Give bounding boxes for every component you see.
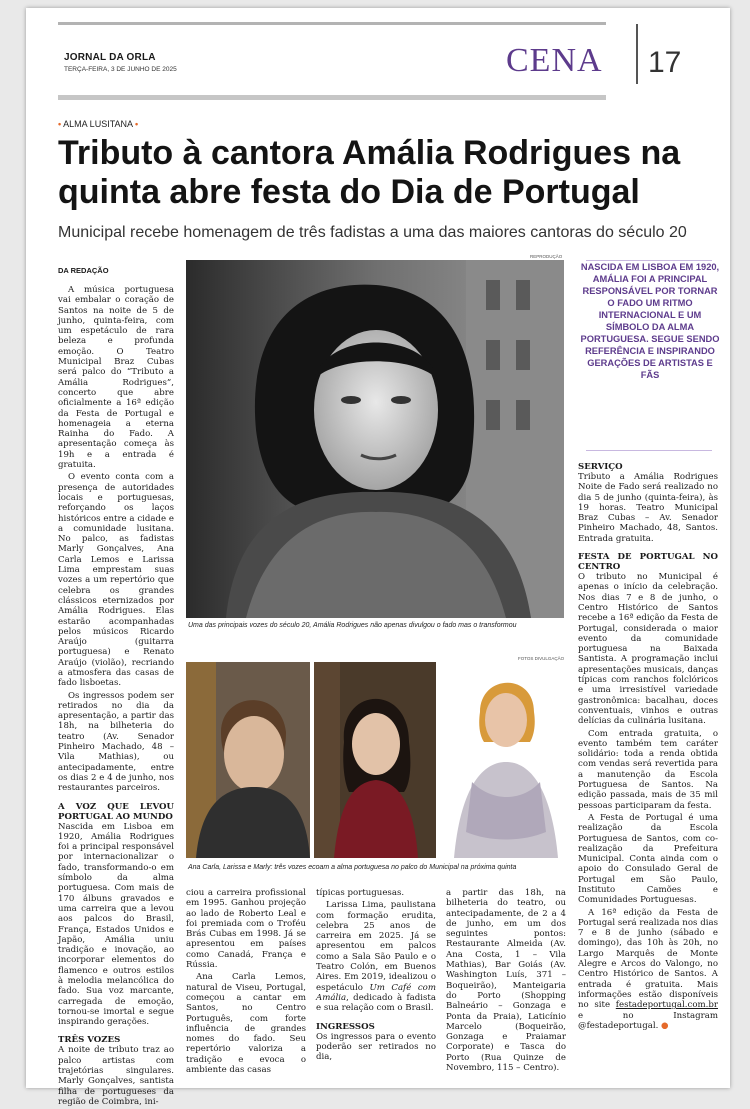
paragraph: A Festa de Portugal é uma realização da Escola Portuguesa de Santos, com co-realização da Prefeitura Municipal. Conta ainda com o apoio do Consulado Geral de Portugal em São Paulo, Instituto Camões e Comunidades Portuguesas. bbox=[578, 812, 718, 906]
paragraph: Tributo a Amália Rodrigues Noite de Fado será realizado no dia 5 de junho (quinta-feira), às 19 horas. Teatro Municipal Braz Cubas – Av. Senador Pinheiro Machado, 48, Santos. Entrada gratuita. bbox=[578, 472, 718, 544]
pull-quote: NASCIDA EM LISBOA EM 1920, AMÁLIA FOI A PRINCIPAL RESPONSÁVEL POR TORNAR O FADO UM RITMO INTERNACIONAL E UM SÍMBOLO DA ALMA PORTUGUESA. SEGUE SENDO REFERÊNCIA E INSPIRANDO GERAÇÕES DE ARTISTAS E FÃS bbox=[580, 262, 720, 380]
section-name: CENA bbox=[506, 42, 603, 79]
website-link[interactable]: festadeportugal.com.br bbox=[615, 1000, 718, 1011]
subhead: SERVIÇO bbox=[578, 462, 623, 472]
paragraph: Ana Carla Lemos, natural de Viseu, Portugal, começou a cantar em Santos, no Centro Português, com forte influência de grandes nomes do fado. Seu repertório valoriza a tradição e evoca o ambiente das casas bbox=[186, 972, 306, 1076]
paragraph: O tributo no Municipal é apenas o início da celebração. Nos dias 7 e 8 de junho, o Centro Histórico de Santos recebe a 16ª edição da Festa de Portugal, considerada o maior evento da comunidade portuguesa na Baixada Santista. A programação inclui apresentações musicais, danças típicas com ranchos folclóricos e uma irresistível variedade gastronômica: bacalhau, doces conventuais, vinhos e outras delícias da culinária lusitana. bbox=[578, 572, 718, 727]
column-4 bbox=[446, 888, 566, 1075]
main-photo-caption: Uma das principais vozes do século 20, Amália Rodrigues não apenas divulgou o fado mas o transformou bbox=[188, 622, 517, 629]
photo-ana-carla bbox=[186, 662, 310, 858]
paragraph: Os ingressos podem ser retirados no dia da apresentação, a partir das 18h, na bilheteria do teatro (Av. Senador Pinheiro Machado, 48 – Vila Mathias), ou antecipadamente, entre os dias 2 e 4 de junho, nos restaurantes parceiros. bbox=[58, 690, 174, 794]
paragraph: Os ingressos para o evento poderão ser retirados no dia, bbox=[316, 1031, 436, 1063]
paragraph: ciou a carreira profissional em 1995. Ganhou projeção ao lado de Roberto Leal e foi premiada com o Troféu Brás Cubas em 1998. Já se apresentou em países como Canadá, França e Rússia. bbox=[186, 888, 306, 971]
photo-larissa bbox=[314, 662, 436, 858]
amalia-portrait-image bbox=[186, 260, 564, 618]
column-5 bbox=[578, 458, 718, 1033]
subhead: TRÊS VOZES bbox=[58, 1035, 121, 1046]
paragraph bbox=[578, 908, 718, 1032]
subhead: FESTA DE PORTUGAL NO CENTRO bbox=[578, 552, 718, 573]
subhead: INGRESSOS bbox=[316, 1021, 375, 1032]
column-3 bbox=[316, 888, 436, 1064]
byline: DA REDAÇÃO bbox=[58, 266, 109, 275]
deck: Municipal recebe homenagem de três fadistas a uma das maiores cantoras do século 20 bbox=[58, 224, 687, 241]
paragraph: A noite de tributo traz ao palco artistas com trajetórias singulares. Marly Gonçalves, santista filha de portugueses da região de Coimbra, ini- bbox=[58, 1045, 174, 1107]
issue-date: TERÇA-FEIRA, 3 DE JUNHO DE 2025 bbox=[64, 66, 177, 73]
text-run: e no Instagram bbox=[578, 1010, 718, 1021]
photo-marly bbox=[442, 662, 566, 858]
paragraph bbox=[316, 900, 436, 1013]
photo-credit: REPRODUÇÃO bbox=[530, 254, 563, 259]
marly-image bbox=[442, 662, 566, 858]
masthead-rule bbox=[58, 95, 606, 100]
photo-credit: FOTOS DIVULGAÇÃO bbox=[518, 656, 565, 661]
subhead: A VOZ QUE LEVOU PORTUGAL AO MUNDO bbox=[58, 801, 174, 822]
text-run: Larissa Lima, paulistana com formação erudita, celebra 25 anos de carreira em 2025. Já se apresentou em palcos como a Sala São Paulo e o Teatro Colón, em Buenos Aires. Em 2019, idealizou o espetáculo bbox=[316, 900, 436, 993]
kicker-bullet-left: • bbox=[58, 119, 62, 129]
newspaper-page bbox=[26, 8, 730, 1107]
kicker-text: ALMA LUSITANA bbox=[63, 119, 133, 129]
larissa-image bbox=[314, 662, 436, 858]
page-number: 17 bbox=[648, 46, 682, 79]
text-run: A 16ª edição da Festa de Portugal será realizada nos dias 7 e 8 de junho (sábado e domingo), das 10h às 20h, no Largo Marquês de Monte Alegre e Arcos do Valongo, no Centro Histórico de Santos. A entrada é gratuita. Mais informações estão disponíveis no site bbox=[578, 907, 718, 1011]
trio-photo-caption: Ana Carla, Larissa e Marly: três vozes ecoam a alma portuguesa no palco do Municipal na próxima quinta bbox=[188, 864, 517, 871]
main-photo bbox=[186, 260, 564, 618]
paragraph: O evento conta com a presença de autoridades locais e portuguesas, reforçando os laços históricos entre a cidade e a comunidade lusitana. No palco, as fadistas Marly Gonçalves, Ana Carla Lemos e Larissa Lima emprestam suas vozes a um repertório que celebra os grandes clássicos eternizados por Amália Rodrigues. Elas estarão acompanhadas pelos músicos Ricardo Araújo (guitarra portuguesa) e Renato Araújo (violão), recriando a atmosfera das casas de fado lisboetas. bbox=[58, 472, 174, 689]
column-2 bbox=[186, 888, 306, 1077]
kicker bbox=[58, 119, 138, 129]
masthead-divider bbox=[636, 24, 638, 84]
end-mark-icon: ● bbox=[661, 1020, 669, 1031]
headline: Tributo à cantora Amália Rodrigues na quinta abre festa do Dia de Portugal bbox=[58, 134, 681, 211]
paragraph: típicas portuguesas. bbox=[316, 888, 405, 898]
newspaper-name: JORNAL DA ORLA bbox=[64, 52, 156, 63]
instagram-handle: @festadeportugal. bbox=[578, 1020, 659, 1031]
paragraph: Nascida em Lisboa em 1920, Amália Rodrigues foi a principal responsável por internacionalizar o fado, transformando-o em símbolo da alma portuguesa. Com mais de 170 álbuns gravados e uma carreira que a levou aos palcos do Brasil, França, Estados Unidos e Japão, Amália uniu tradição e inovação, ao incorporar elementos do flamenco e outros estilos à melodia melancólica do fado. Sua voz marcante, carregada de emoção, tornou-se imortal e segue inspirando gerações. bbox=[58, 821, 174, 1028]
column-1 bbox=[58, 266, 174, 1109]
ana-carla-image bbox=[186, 662, 310, 858]
text-run: , dedicado à fadista e sua relação com o Brasil. bbox=[316, 992, 436, 1014]
kicker-bullet-right: • bbox=[135, 119, 139, 129]
paragraph: A música portuguesa vai embalar o coração de Santos na noite de 5 de junho, quinta-feira, com um espetáculo de rara beleza e profunda emoção. O Teatro Municipal Braz Cubas será palco do “Tributo a Amália Rodrigues”, concerto que abre oficialmente a 16ª edição da Festa de Portugal e homenageia a eterna Rainha do Fado. A apresentação começa às 19h e a entrada é gratuita. bbox=[58, 285, 174, 471]
paragraph: Com entrada gratuita, o evento também tem caráter solidário: toda a renda obtida com vendas será revertida para a manutenção da Escola Portuguesa de Santos. Na edição passada, mais de 35 mil pessoas participaram da festa. bbox=[578, 728, 718, 811]
quote-rule-bottom bbox=[586, 450, 712, 451]
top-rule bbox=[58, 22, 606, 25]
paragraph: a partir das 18h, na bilheteria do teatro, ou antecipadamente, de 2 a 4 de junho, em um dos seguintes pontos: Restaurante Almeida (Av. Ana Costa, 1 – Vila Mathias), Bar Goiás (Av. Washington Luís, 371 – Boqueirão), Manteigaria do Porto (Shopping Balneário – Gonzaga e Ponta da Praia), Laticínio Marcelo (Boqueirão, Gonzaga e Praiamar Corporate) e Tasca do Porto (Rua Quinze de Novembro, 115 – Centro). bbox=[446, 888, 566, 1074]
show-title: Um Café com Amália bbox=[316, 982, 436, 1003]
